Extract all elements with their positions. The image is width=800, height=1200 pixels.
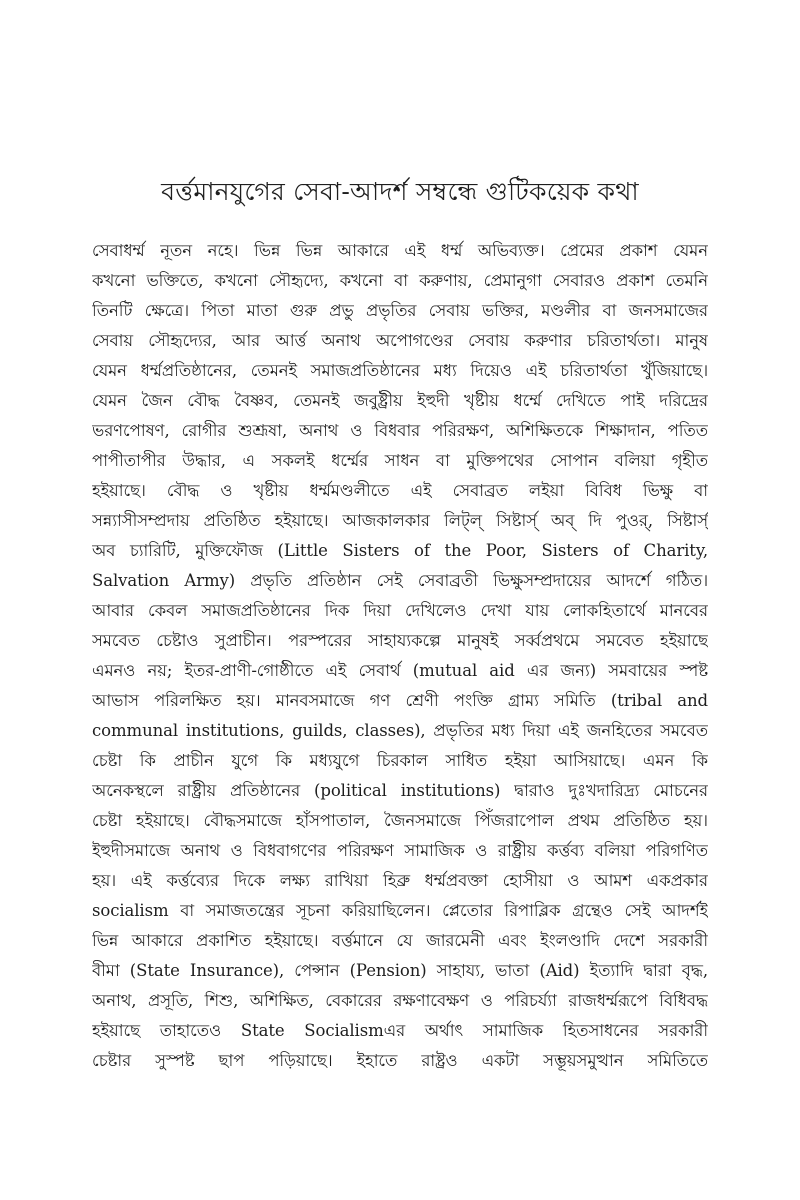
text-line: কখনো ভক্তিতে, কখনো সৌহৃদ্যে, কখনো বা করুণায়, প্রেমানুগা সেবারও প্রকাশ তেমনি	[92, 271, 708, 290]
text-line: অব চ্যারিটি, মুক্তিফৌজ (Little Sisters of the Poor, Sisters of Charity,	[92, 541, 708, 560]
text-line: সেবায় সৌহৃদ্যের, আর আর্ত্ত অনাথ অপোগণ্ডের সেবায় করুণার চরিতার্থতা। মানুষ	[92, 331, 708, 350]
text-line: আভাস পরিলক্ষিত হয়। মানবসমাজে গণ শ্রেণী পংক্তি গ্রাম্য সমিতি (tribal and	[92, 691, 708, 710]
text-line: চেষ্টা হইয়াছে। বৌদ্ধসমাজে হাঁসপাতাল, জৈনসমাজে পিঁজরাপোল প্রথম প্রতিষ্ঠিত হয়।	[92, 811, 708, 830]
page-title: বর্ত্তমানযুগের সেবা-আদর্শ সম্বন্ধে গুটিকয়েক কথা	[161, 177, 639, 206]
text-line: চেষ্টা কি প্রাচীন যুগে কি মধ্যযুগে চিরকাল সাধিত হইয়া আসিয়াছে। এমন কি	[92, 751, 708, 770]
text-line: communal institutions, guilds, classes), প্রভৃতির মধ্য দিয়া এই জনহিতের সমবেত	[92, 721, 708, 740]
body-paragraph	[92, 236, 708, 1076]
text-line: অনাথ, প্রসূতি, শিশু, অশিক্ষিত, বেকারের রক্ষণাবেক্ষণ ও পরিচর্য্যা রাজধর্ম্মরূপে বিধিবদ্ধ	[92, 991, 708, 1010]
text-line: সেবাধর্ম্ম নূতন নহে। ভিন্ন ভিন্ন আকারে এই ধর্ম্ম অভিব্যক্ত। প্রেমের প্রকাশ যেমন	[92, 241, 708, 260]
text-line: সন্ন্যাসীসম্প্রদায় প্রতিষ্ঠিত হইয়াছে। আজকালকার লিট্‌ল্ সিষ্টার্স্ অব্ দি পুওর্, সিষ্টার্স্	[92, 511, 708, 530]
text-line: Salvation Army) প্রভৃতি প্রতিষ্ঠান সেই সেবাব্রতী ভিক্ষুসম্প্রদায়ের আদর্শে গঠিত।	[92, 571, 708, 590]
text-line: ভিন্ন আকারে প্রকাশিত হইয়াছে। বর্ত্তমানে যে জারমেনী এবং ইংলণ্ডাদি দেশে সরকারী	[92, 931, 708, 950]
text-line: চেষ্টার সুস্পষ্ট ছাপ পড়িয়াছে। ইহাতে রাষ্ট্রও একটা সম্ভূয়সমুত্থান সমিতিতে	[92, 1051, 708, 1070]
text-line: যেমন ধর্ম্মপ্রতিষ্ঠানের, তেমনই সমাজপ্রতিষ্ঠানের মধ্য দিয়েও এই চরিতার্থতা খুঁজিয়াছে।	[92, 361, 708, 380]
text-line: হইয়াছে তাহাতেও State Socialismএর অর্থাৎ সামাজিক হিতসাধনের সরকারী	[92, 1021, 708, 1040]
text-line: যেমন জৈন বৌদ্ধ বৈষ্ণব, তেমনই জবুষ্ট্রীয় ইহুদী খৃষ্টীয় ধর্ম্মে দেখিতে পাই দরিদ্রের	[92, 391, 708, 410]
text-line: পাপীতাপীর উদ্ধার, এ সকলই ধর্ম্মের সাধন বা মুক্তিপথের সোপান বলিয়া গৃহীত	[92, 451, 708, 470]
text-line: socialism বা সমাজতন্ত্রের সূচনা করিয়াছিলেন। প্লেতোর রিপাব্লিক গ্রন্থেও সেই আদর্শই	[92, 901, 708, 920]
text-line: ভরণপোষণ, রোগীর শুশ্রূষা, অনাথ ও বিধবার পরিরক্ষণ, অশিক্ষিতকে শিক্ষাদান, পতিত	[92, 421, 708, 440]
text-line: তিনটি ক্ষেত্রে। পিতা মাতা গুরু প্রভু প্রভৃতির সেবায় ভক্তির, মণ্ডলীর বা জনসমাজের	[92, 301, 708, 320]
text-line: অনেকস্থলে রাষ্ট্রীয় প্রতিষ্ঠানের (political institutions) দ্বারাও দুঃখদারিদ্র্য মোচনের	[92, 781, 708, 800]
text-line: ইহুদীসমাজে অনাথ ও বিধবাগণের পরিরক্ষণ সামাজিক ও রাষ্ট্রীয় কর্ত্তব্য বলিয়া পরিগণিত	[92, 841, 708, 860]
text-line: হয়। এই কর্ত্তব্যের দিকে লক্ষ্য রাখিয়া হিব্রু ধর্ম্মপ্রবক্তা হোসীয়া ও আমশ একপ্রকার	[92, 871, 708, 890]
text-line: হইয়াছে। বৌদ্ধ ও খৃষ্টীয় ধর্ম্মমণ্ডলীতে এই সেবাব্রত লইয়া বিবিধ ভিক্ষু বা	[92, 481, 708, 500]
text-line: সমবেত চেষ্টাও সুপ্রাচীন। পরস্পরের সাহায্যকল্পে মানুষই সর্ব্বপ্রথমে সমবেত হইয়াছে	[92, 631, 708, 650]
text-line: আবার কেবল সমাজপ্রতিষ্ঠানের দিক দিয়া দেখিলেও দেখা যায় লোকহিতার্থে মানবের	[92, 601, 708, 620]
text-line: এমনও নয়; ইতর-প্রাণী-গোষ্ঠীতে এই সেবার্থ (mutual aid এর জন্য) সমবায়ের স্পষ্ট	[92, 661, 708, 680]
text-line: বীমা (State Insurance), পেন্সান (Pension) সাহায্য, ভাতা (Aid) ইত্যাদি দ্বারা বৃদ্ধ,	[92, 961, 708, 980]
